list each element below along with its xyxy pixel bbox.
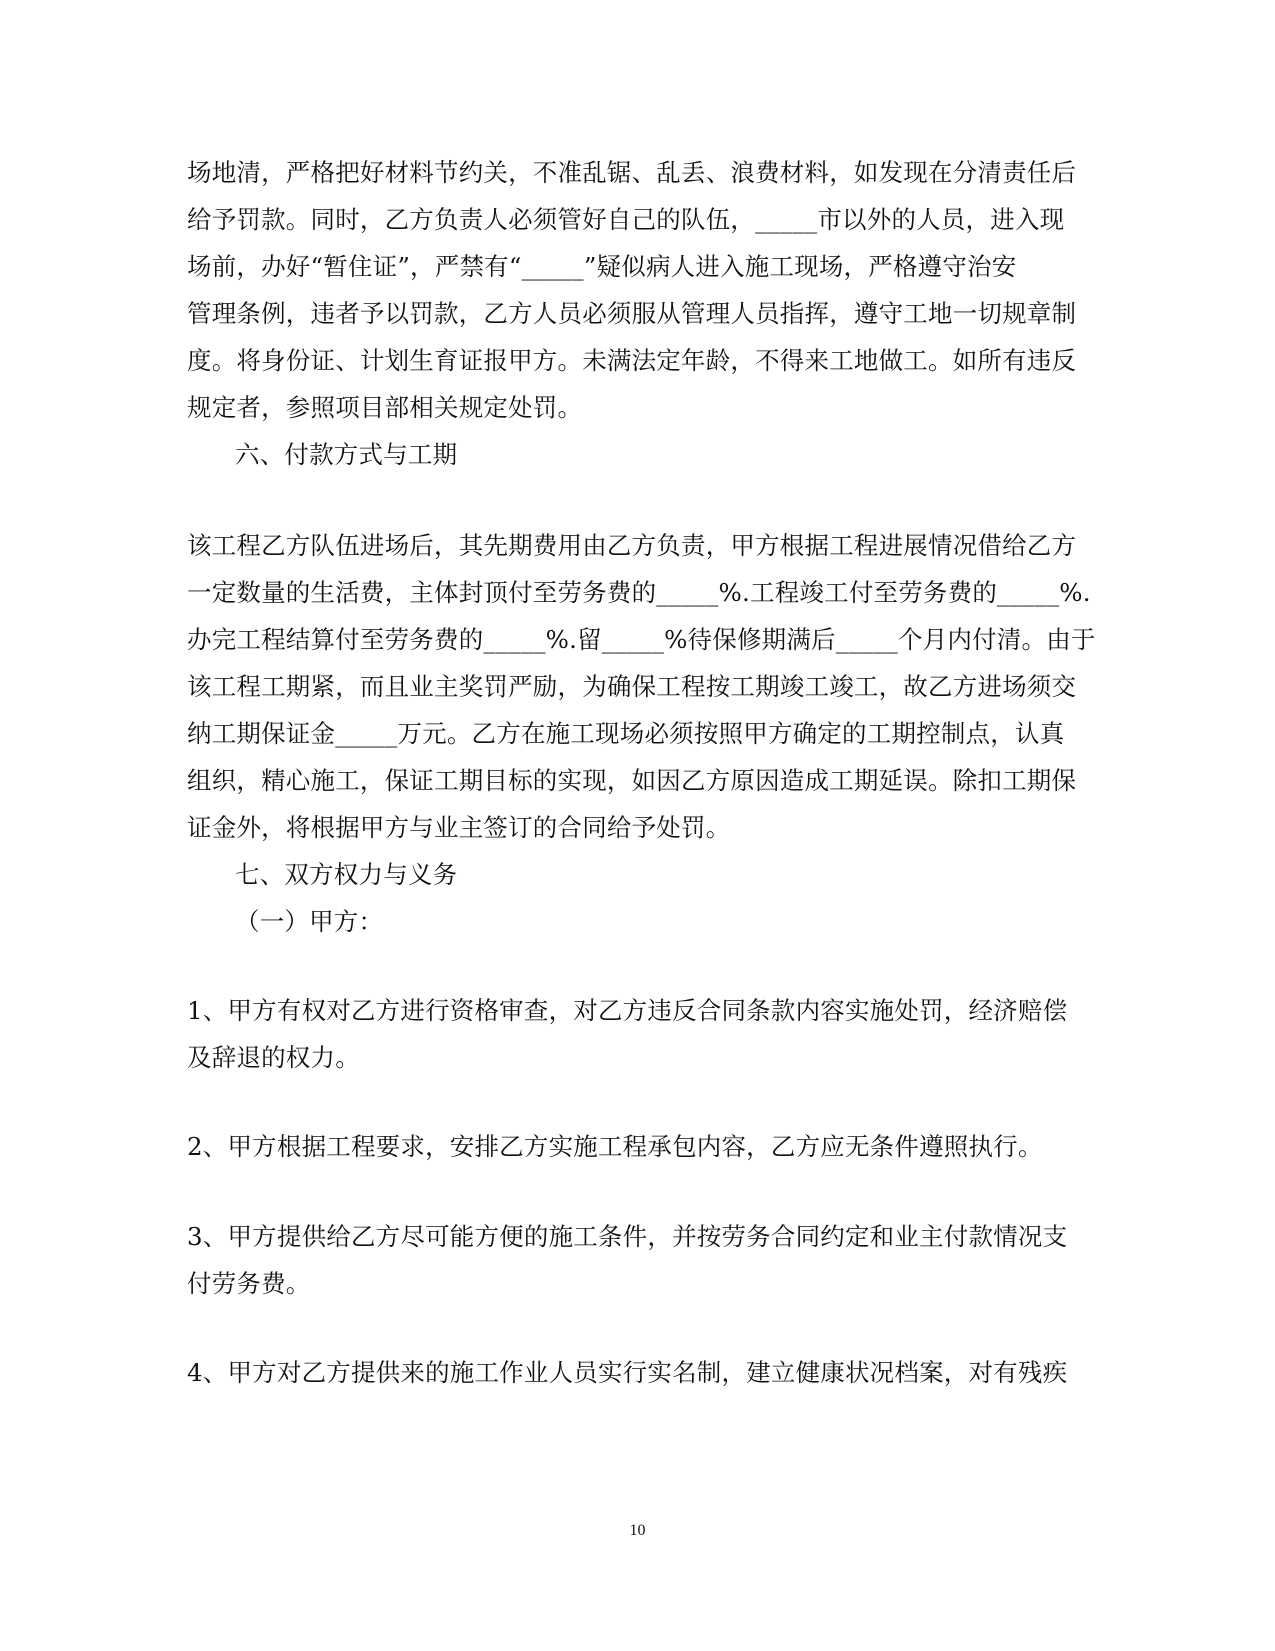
- paragraph-line: 证金外，将根据甲方与业主签订的合同给予处罚。: [187, 813, 731, 842]
- list-item-line: 2、甲方根据工程要求，安排乙方实施工程承包内容，乙方应无条件遵照执行。: [187, 1132, 1043, 1161]
- paragraph-line: 该工程工期紧，而且业主奖罚严励，为确保工程按工期竣工竣工，故乙方进场须交: [187, 672, 1077, 701]
- paragraph-line: 办完工程结算付至劳务费的_____%.留_____%待保修期满后_____个月内付清。由于: [187, 625, 1096, 654]
- paragraph-line: 纳工期保证金_____万元。乙方在施工现场必须按照甲方确定的工期控制点，认真: [187, 719, 1065, 748]
- paragraph-line: 该工程乙方队伍进场后，其先期费用由乙方负责，甲方根据工程进展情况借给乙方: [187, 531, 1077, 560]
- paragraph-line: 给予罚款。同时，乙方负责人必须管好自己的队伍，_____市以外的人员，进入现: [187, 205, 1065, 234]
- paragraph-line: 场前，办好“暂住证”，严禁有“_____”疑似病人进入施工现场，严格遵守治安: [187, 252, 1017, 281]
- list-item-line: 3、甲方提供给乙方尽可能方便的施工条件，并按劳务合同约定和业主付款情况支: [187, 1222, 1068, 1251]
- paragraph-line: 组织，精心施工，保证工期目标的实现，如因乙方原因造成工期延误。除扣工期保: [187, 766, 1077, 795]
- list-item-line: 1、甲方有权对乙方进行资格审查，对乙方违反合同条款内容实施处罚，经济赔偿: [187, 996, 1068, 1025]
- section-heading: 七、双方权力与义务: [235, 860, 458, 889]
- list-item-line: 及辞退的权力。: [187, 1043, 360, 1072]
- list-item-line: 付劳务费。: [187, 1269, 311, 1298]
- paragraph-line: 场地清，严格把好材料节约关，不准乱锯、乱丢、浪费材料，如发现在分清责任后: [187, 158, 1077, 187]
- page-number: 10: [629, 1522, 646, 1539]
- list-item-line: 4、甲方对乙方提供来的施工作业人员实行实名制，建立健康状况档案，对有残疾: [187, 1358, 1068, 1387]
- section-heading: 六、付款方式与工期: [235, 440, 458, 469]
- paragraph-line: 管理条例，违者予以罚款，乙方人员必须服从管理人员指挥，遵守工地一切规章制: [187, 299, 1077, 328]
- paragraph-line: 度。将身份证、计划生育证报甲方。未满法定年龄，不得来工地做工。如所有违反: [187, 346, 1077, 375]
- paragraph-line: 规定者，参照项目部相关规定处罚。: [187, 393, 583, 422]
- subsection-heading: （一）甲方：: [235, 907, 384, 936]
- paragraph-line: 一定数量的生活费，主体封顶付至劳务费的_____%.工程竣工付至劳务费的_____%.: [187, 578, 1091, 607]
